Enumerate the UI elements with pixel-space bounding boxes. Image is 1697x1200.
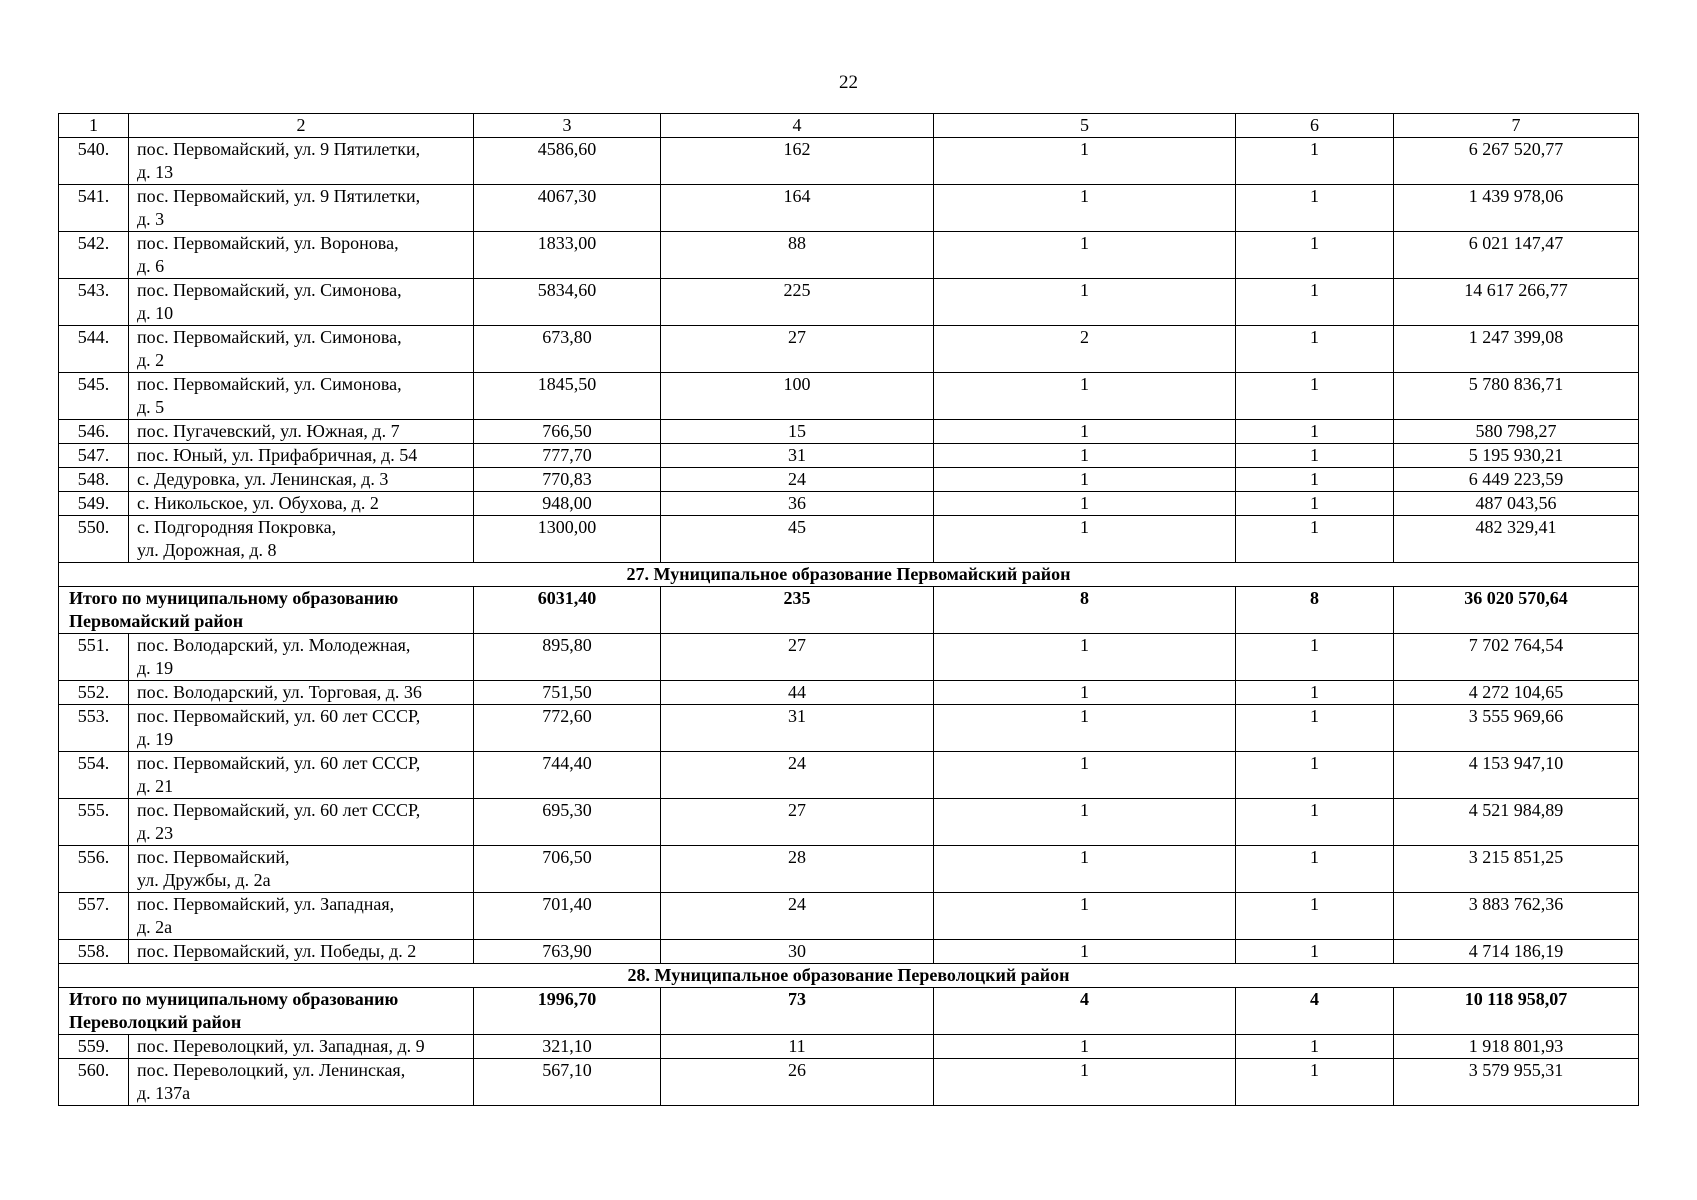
row-number: 550. xyxy=(59,516,129,563)
total-column-6: 8 xyxy=(1236,587,1394,634)
total-area: 1996,70 xyxy=(474,988,661,1035)
section-heading-row xyxy=(59,563,1639,587)
residents-cell: 225 xyxy=(661,279,934,326)
column-6-cell: 1 xyxy=(1236,940,1394,964)
table-row xyxy=(59,1059,1639,1106)
residents-cell: 27 xyxy=(661,799,934,846)
row-number: 553. xyxy=(59,705,129,752)
row-number: 542. xyxy=(59,232,129,279)
cost-cell: 3 883 762,36 xyxy=(1394,893,1639,940)
column-5-cell: 1 xyxy=(934,420,1236,444)
total-label: Итого по муниципальному образованию Переволоцкий район xyxy=(59,988,474,1035)
cost-cell: 4 714 186,19 xyxy=(1394,940,1639,964)
table-row xyxy=(59,492,1639,516)
column-6-cell: 1 xyxy=(1236,516,1394,563)
cost-cell: 5 195 930,21 xyxy=(1394,444,1639,468)
cost-cell: 6 267 520,77 xyxy=(1394,138,1639,185)
residents-cell: 11 xyxy=(661,1035,934,1059)
column-6-cell: 1 xyxy=(1236,1059,1394,1106)
row-number: 555. xyxy=(59,799,129,846)
cost-cell: 7 702 764,54 xyxy=(1394,634,1639,681)
address-cell: пос. Первомайский, ул. 60 лет СССР, д. 21 xyxy=(129,752,474,799)
address-cell: пос. Первомайский, ул. 60 лет СССР, д. 19 xyxy=(129,705,474,752)
address-cell: пос. Первомайский, ул. Симонова, д. 5 xyxy=(129,373,474,420)
column-6-cell: 1 xyxy=(1236,468,1394,492)
column-5-cell: 1 xyxy=(934,681,1236,705)
area-cell: 777,70 xyxy=(474,444,661,468)
cost-cell: 580 798,27 xyxy=(1394,420,1639,444)
address-cell: пос. Первомайский, ул. 60 лет СССР, д. 23 xyxy=(129,799,474,846)
row-number: 559. xyxy=(59,1035,129,1059)
area-cell: 321,10 xyxy=(474,1035,661,1059)
cost-cell: 3 579 955,31 xyxy=(1394,1059,1639,1106)
column-6-cell: 1 xyxy=(1236,634,1394,681)
row-number: 549. xyxy=(59,492,129,516)
total-column-5: 8 xyxy=(934,587,1236,634)
row-number: 543. xyxy=(59,279,129,326)
row-number: 547. xyxy=(59,444,129,468)
column-5-cell: 1 xyxy=(934,940,1236,964)
total-residents: 73 xyxy=(661,988,934,1035)
table-row xyxy=(59,634,1639,681)
row-number: 554. xyxy=(59,752,129,799)
section-title: 27. Муниципальное образование Первомайский район xyxy=(59,563,1639,587)
total-column-6: 4 xyxy=(1236,988,1394,1035)
total-cost: 36 020 570,64 xyxy=(1394,587,1639,634)
cost-cell: 4 153 947,10 xyxy=(1394,752,1639,799)
residents-cell: 36 xyxy=(661,492,934,516)
column-number: 1 xyxy=(59,114,129,138)
column-5-cell: 2 xyxy=(934,326,1236,373)
area-cell: 1833,00 xyxy=(474,232,661,279)
address-cell: пос. Первомайский, ул. Западная, д. 2а xyxy=(129,893,474,940)
row-number: 548. xyxy=(59,468,129,492)
row-number: 546. xyxy=(59,420,129,444)
column-5-cell: 1 xyxy=(934,516,1236,563)
column-5-cell: 1 xyxy=(934,1035,1236,1059)
address-cell: пос. Первомайский, ул. Симонова, д. 10 xyxy=(129,279,474,326)
table-body xyxy=(59,114,1639,1106)
cost-cell: 487 043,56 xyxy=(1394,492,1639,516)
column-number: 3 xyxy=(474,114,661,138)
column-5-cell: 1 xyxy=(934,634,1236,681)
cost-cell: 6 449 223,59 xyxy=(1394,468,1639,492)
table-row xyxy=(59,185,1639,232)
area-cell: 4586,60 xyxy=(474,138,661,185)
residents-cell: 88 xyxy=(661,232,934,279)
address-cell: пос. Первомайский, ул. Победы, д. 2 xyxy=(129,940,474,964)
table-row xyxy=(59,420,1639,444)
address-cell: пос. Володарский, ул. Молодежная, д. 19 xyxy=(129,634,474,681)
page-number: 22 xyxy=(839,72,858,93)
column-number: 6 xyxy=(1236,114,1394,138)
column-number: 7 xyxy=(1394,114,1639,138)
residents-cell: 30 xyxy=(661,940,934,964)
table-row xyxy=(59,681,1639,705)
cost-cell: 14 617 266,77 xyxy=(1394,279,1639,326)
column-5-cell: 1 xyxy=(934,373,1236,420)
area-cell: 4067,30 xyxy=(474,185,661,232)
total-area: 6031,40 xyxy=(474,587,661,634)
residents-cell: 24 xyxy=(661,468,934,492)
column-5-cell: 1 xyxy=(934,752,1236,799)
column-number-row xyxy=(59,114,1639,138)
address-cell: пос. Володарский, ул. Торговая, д. 36 xyxy=(129,681,474,705)
residents-cell: 28 xyxy=(661,846,934,893)
area-cell: 763,90 xyxy=(474,940,661,964)
area-cell: 744,40 xyxy=(474,752,661,799)
column-6-cell: 1 xyxy=(1236,279,1394,326)
address-cell: с. Подгородняя Покровка, ул. Дорожная, д. 8 xyxy=(129,516,474,563)
address-cell: пос. Пугачевский, ул. Южная, д. 7 xyxy=(129,420,474,444)
column-5-cell: 1 xyxy=(934,846,1236,893)
column-6-cell: 1 xyxy=(1236,752,1394,799)
column-5-cell: 1 xyxy=(934,468,1236,492)
column-6-cell: 1 xyxy=(1236,420,1394,444)
area-cell: 1845,50 xyxy=(474,373,661,420)
column-5-cell: 1 xyxy=(934,185,1236,232)
column-6-cell: 1 xyxy=(1236,138,1394,185)
area-cell: 1300,00 xyxy=(474,516,661,563)
residents-cell: 31 xyxy=(661,705,934,752)
column-number: 2 xyxy=(129,114,474,138)
cost-cell: 1 918 801,93 xyxy=(1394,1035,1639,1059)
column-6-cell: 1 xyxy=(1236,846,1394,893)
table-row xyxy=(59,846,1639,893)
row-number: 556. xyxy=(59,846,129,893)
area-cell: 948,00 xyxy=(474,492,661,516)
total-label: Итого по муниципальному образованию Первомайский район xyxy=(59,587,474,634)
total-cost: 10 118 958,07 xyxy=(1394,988,1639,1035)
row-number: 541. xyxy=(59,185,129,232)
residents-cell: 164 xyxy=(661,185,934,232)
address-cell: пос. Переволоцкий, ул. Западная, д. 9 xyxy=(129,1035,474,1059)
residents-cell: 45 xyxy=(661,516,934,563)
address-cell: пос. Первомайский, ул. 9 Пятилетки, д. 3 xyxy=(129,185,474,232)
cost-cell: 3 555 969,66 xyxy=(1394,705,1639,752)
total-row xyxy=(59,587,1639,634)
column-6-cell: 1 xyxy=(1236,799,1394,846)
table-row xyxy=(59,799,1639,846)
row-number: 552. xyxy=(59,681,129,705)
table-row xyxy=(59,444,1639,468)
column-6-cell: 1 xyxy=(1236,681,1394,705)
residents-cell: 44 xyxy=(661,681,934,705)
table-row xyxy=(59,138,1639,185)
column-5-cell: 1 xyxy=(934,705,1236,752)
residents-cell: 24 xyxy=(661,752,934,799)
table-row xyxy=(59,893,1639,940)
cost-cell: 4 272 104,65 xyxy=(1394,681,1639,705)
table-row xyxy=(59,940,1639,964)
address-cell: пос. Первомайский, ул. Дружбы, д. 2а xyxy=(129,846,474,893)
area-cell: 701,40 xyxy=(474,893,661,940)
column-5-cell: 1 xyxy=(934,444,1236,468)
area-cell: 5834,60 xyxy=(474,279,661,326)
column-5-cell: 1 xyxy=(934,232,1236,279)
row-number: 551. xyxy=(59,634,129,681)
residents-cell: 26 xyxy=(661,1059,934,1106)
residents-cell: 31 xyxy=(661,444,934,468)
section-heading-row xyxy=(59,964,1639,988)
address-cell: пос. Первомайский, ул. Воронова, д. 6 xyxy=(129,232,474,279)
table-row xyxy=(59,326,1639,373)
column-5-cell: 1 xyxy=(934,893,1236,940)
register-table xyxy=(58,113,1639,1106)
residents-cell: 100 xyxy=(661,373,934,420)
area-cell: 751,50 xyxy=(474,681,661,705)
row-number: 557. xyxy=(59,893,129,940)
table-row xyxy=(59,373,1639,420)
cost-cell: 6 021 147,47 xyxy=(1394,232,1639,279)
row-number: 545. xyxy=(59,373,129,420)
table-row xyxy=(59,516,1639,563)
column-6-cell: 1 xyxy=(1236,492,1394,516)
column-5-cell: 1 xyxy=(934,279,1236,326)
residents-cell: 24 xyxy=(661,893,934,940)
area-cell: 706,50 xyxy=(474,846,661,893)
address-cell: пос. Первомайский, ул. 9 Пятилетки, д. 13 xyxy=(129,138,474,185)
address-cell: пос. Первомайский, ул. Симонова, д. 2 xyxy=(129,326,474,373)
residents-cell: 27 xyxy=(661,634,934,681)
residents-cell: 162 xyxy=(661,138,934,185)
column-number: 5 xyxy=(934,114,1236,138)
column-5-cell: 1 xyxy=(934,799,1236,846)
column-6-cell: 1 xyxy=(1236,185,1394,232)
table-row xyxy=(59,752,1639,799)
address-cell: с. Никольское, ул. Обухова, д. 2 xyxy=(129,492,474,516)
cost-cell: 1 439 978,06 xyxy=(1394,185,1639,232)
column-6-cell: 1 xyxy=(1236,705,1394,752)
cost-cell: 5 780 836,71 xyxy=(1394,373,1639,420)
total-row xyxy=(59,988,1639,1035)
column-6-cell: 1 xyxy=(1236,1035,1394,1059)
column-6-cell: 1 xyxy=(1236,326,1394,373)
address-cell: с. Дедуровка, ул. Ленинская, д. 3 xyxy=(129,468,474,492)
row-number: 558. xyxy=(59,940,129,964)
column-5-cell: 1 xyxy=(934,138,1236,185)
area-cell: 770,83 xyxy=(474,468,661,492)
residents-cell: 27 xyxy=(661,326,934,373)
row-number: 544. xyxy=(59,326,129,373)
area-cell: 766,50 xyxy=(474,420,661,444)
table-row xyxy=(59,705,1639,752)
area-cell: 695,30 xyxy=(474,799,661,846)
address-cell: пос. Переволоцкий, ул. Ленинская, д. 137а xyxy=(129,1059,474,1106)
area-cell: 772,60 xyxy=(474,705,661,752)
column-5-cell: 1 xyxy=(934,492,1236,516)
column-5-cell: 1 xyxy=(934,1059,1236,1106)
section-title: 28. Муниципальное образование Переволоцкий район xyxy=(59,964,1639,988)
area-cell: 567,10 xyxy=(474,1059,661,1106)
total-residents: 235 xyxy=(661,587,934,634)
column-6-cell: 1 xyxy=(1236,373,1394,420)
cost-cell: 482 329,41 xyxy=(1394,516,1639,563)
residents-cell: 15 xyxy=(661,420,934,444)
cost-cell: 3 215 851,25 xyxy=(1394,846,1639,893)
address-cell: пос. Юный, ул. Прифабричная, д. 54 xyxy=(129,444,474,468)
row-number: 540. xyxy=(59,138,129,185)
table-row xyxy=(59,1035,1639,1059)
table-row xyxy=(59,468,1639,492)
column-number: 4 xyxy=(661,114,934,138)
total-column-5: 4 xyxy=(934,988,1236,1035)
cost-cell: 4 521 984,89 xyxy=(1394,799,1639,846)
table-row xyxy=(59,279,1639,326)
column-6-cell: 1 xyxy=(1236,232,1394,279)
cost-cell: 1 247 399,08 xyxy=(1394,326,1639,373)
row-number: 560. xyxy=(59,1059,129,1106)
column-6-cell: 1 xyxy=(1236,893,1394,940)
table-row xyxy=(59,232,1639,279)
column-6-cell: 1 xyxy=(1236,444,1394,468)
area-cell: 673,80 xyxy=(474,326,661,373)
area-cell: 895,80 xyxy=(474,634,661,681)
